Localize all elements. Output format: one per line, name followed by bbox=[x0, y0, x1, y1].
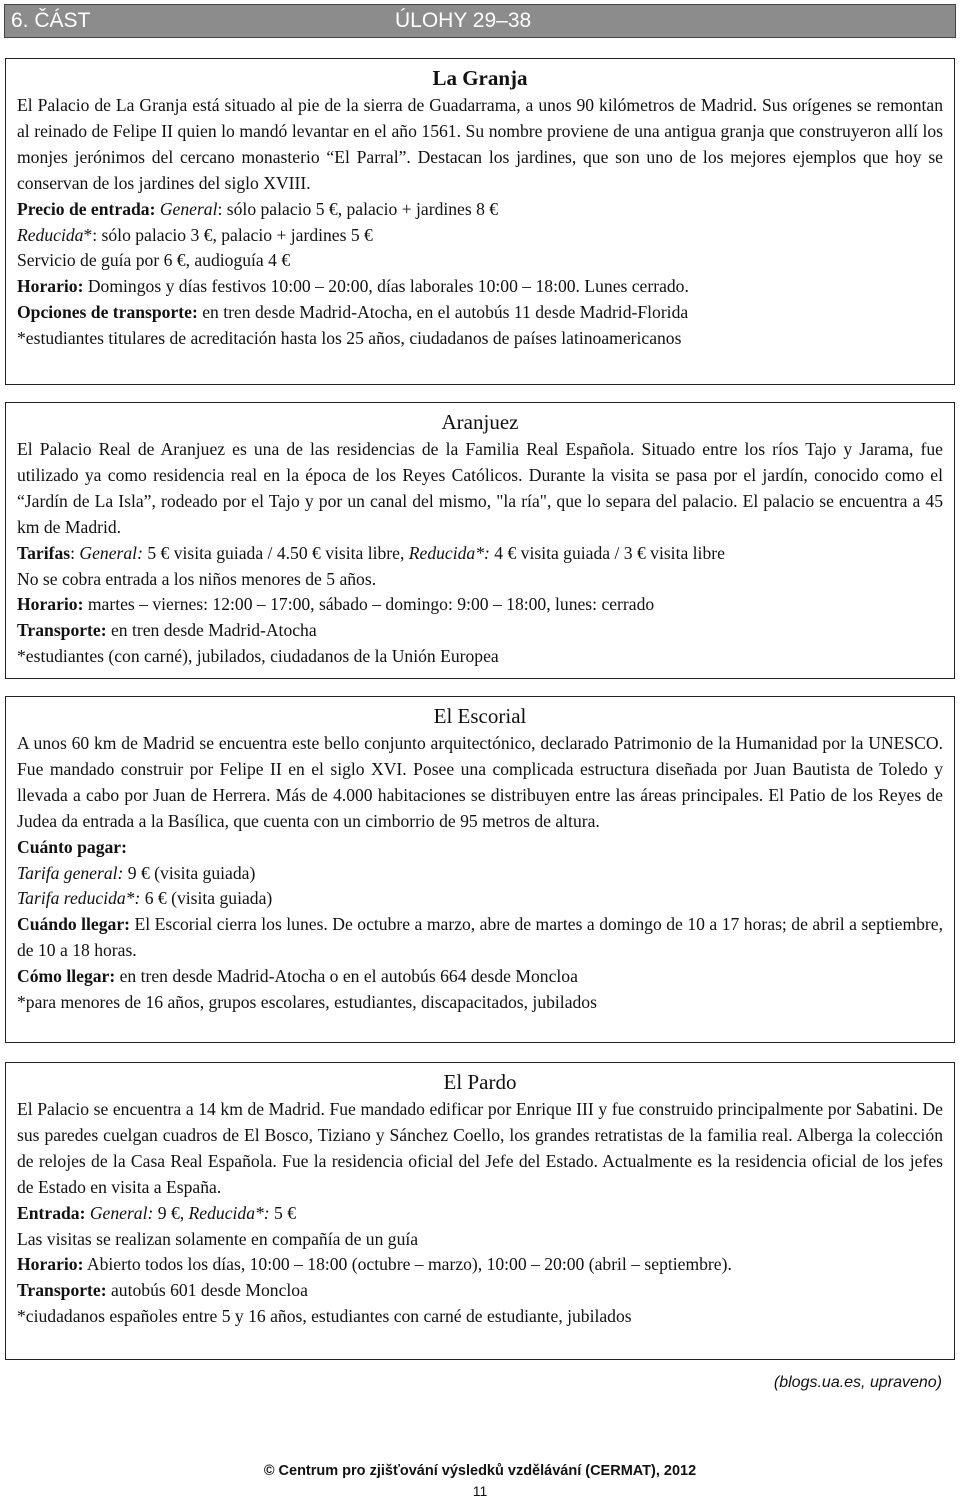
el-pardo-entry-line bbox=[17, 1201, 943, 1227]
el-escorial-title: El Escorial bbox=[433, 704, 527, 728]
aranjuez-children-line: No se cobra entrada a los niños menores de 5 años. bbox=[17, 568, 377, 589]
transport-text: en tren desde Madrid-Atocha, en el autobús 11 desde Madrid-Florida bbox=[197, 302, 689, 323]
el-pardo-transport-line bbox=[17, 1278, 943, 1304]
hours-text: martes – viernes: 12:00 – 17:00, sábado – domingo: 9:00 – 18:00, lunes: cerrado bbox=[83, 594, 655, 615]
general-label: General bbox=[159, 198, 218, 219]
entry-label: Entrada: bbox=[17, 1202, 86, 1223]
el-escorial-description: A unos 60 km de Madrid se encuentra este bello conjunto arquitectónico, declarado Patrimonio de la Humanidad por la UNESCO. Fue mandado construir por Felipe II en el siglo XVI. Posee una complicada estructura diseñada por Juan Bautista de Toledo y llevada a cabo por Juan de Herrera. Más de 4.000 habitaciones se distribuyen entre las áreas principales. El Patio de los Reyes de Judea da entrada a la Basílica, que cuenta con un cimborrio de 95 metros de altura. bbox=[17, 733, 943, 831]
el-escorial-how-line bbox=[17, 964, 943, 990]
la-granja-hours-line bbox=[17, 274, 943, 300]
hours-label: Horario: bbox=[17, 276, 84, 297]
how-label: Cómo llegar: bbox=[17, 966, 116, 987]
general-price: 9 € (visita guiada) bbox=[123, 862, 256, 883]
la-granja-title: La Granja bbox=[432, 66, 528, 90]
la-granja-price-line bbox=[17, 197, 943, 223]
section-header-bar bbox=[4, 4, 956, 38]
how-text: en tren desde Madrid-Atocha o en el autobús 664 desde Moncloa bbox=[115, 966, 578, 987]
el-pardo-note: *ciudadanos españoles entre 5 y 16 años, estudiantes con carné de estudiante, jubilados bbox=[17, 1306, 632, 1327]
el-escorial-note: *para menores de 16 años, grupos escolares, estudiantes, discapacitados, jubilados bbox=[17, 992, 597, 1013]
general-label: General: bbox=[79, 542, 143, 563]
hours-text: Domingos y días festivos 10:00 – 20:00, días laborales 10:00 – 18:00. Lunes cerrado. bbox=[83, 276, 689, 297]
la-granja-reduced-line bbox=[17, 223, 943, 249]
aranjuez-box bbox=[5, 402, 955, 679]
reduced-price: *: sólo palacio 3 €, palacio + jardines 5 € bbox=[83, 224, 373, 245]
copyright-footer: © Centrum pro zjišťování výsledků vzdělávání (CERMAT), 2012 bbox=[263, 1463, 697, 1479]
aranjuez-rates-line bbox=[17, 541, 943, 567]
aranjuez-hours-line bbox=[17, 592, 943, 618]
transport-text: autobús 601 desde Moncloa bbox=[106, 1280, 308, 1301]
general-price: 5 € visita guiada / 4.50 € visita libre, bbox=[142, 542, 409, 563]
el-pardo-box bbox=[5, 1062, 955, 1360]
la-granja-box bbox=[5, 58, 955, 385]
aranjuez-title: Aranjuez bbox=[441, 410, 519, 434]
general-label: General: bbox=[89, 1202, 154, 1223]
general-label: Tarifa general: bbox=[17, 862, 124, 883]
reduced-price: 5 € bbox=[269, 1202, 297, 1223]
when-label: Cuándo llegar: bbox=[17, 914, 130, 935]
el-pardo-guided-line: Las visitas se realizan solamente en compañía de un guía bbox=[17, 1228, 419, 1249]
aranjuez-description: El Palacio Real de Aranjuez es una de las residencias de la Familia Real Española. Situado entre los ríos Tajo y Jarama, fue utilizado ya como residencia real en la época de los Reyes Católicos. Durante la visita se pasa por el jardín, conocido como el “Jardín de La Isla”, rodeado por el Tajo y por un canal del mismo, "la ría", que lo separa del palacio. El palacio se encuentra a 45 km de Madrid. bbox=[17, 439, 943, 537]
el-pardo-hours-line bbox=[17, 1252, 943, 1278]
rates-colon: : bbox=[70, 542, 80, 563]
source-citation: (blogs.ua.es, upraveno) bbox=[773, 1374, 942, 1391]
page-number: 11 bbox=[472, 1483, 488, 1499]
tasks-label: ÚLOHY 29–38 bbox=[395, 9, 532, 32]
hours-text: Abierto todos los días, 10:00 – 18:00 (octubre – marzo), 10:00 – 20:00 (abril – septiembre). bbox=[83, 1254, 732, 1275]
reduced-price: 6 € (visita guiada) bbox=[140, 888, 273, 909]
reduced-label: Tarifa reducida*: bbox=[17, 888, 141, 909]
el-escorial-when-line bbox=[17, 912, 943, 964]
el-pardo-title: El Pardo bbox=[443, 1070, 517, 1094]
transport-label: Transporte: bbox=[17, 1280, 107, 1301]
price-label: Precio de entrada: bbox=[17, 198, 156, 219]
rates-label: Tarifas bbox=[17, 542, 71, 563]
reduced-label: Reducida bbox=[17, 224, 84, 245]
la-granja-transport-line bbox=[17, 300, 943, 326]
el-escorial-reduced-line bbox=[17, 886, 943, 912]
general-price: : sólo palacio 5 €, palacio + jardines 8 € bbox=[217, 198, 499, 219]
part-label: 6. ČÁST bbox=[11, 9, 91, 32]
reduced-label: Reducida*: bbox=[408, 542, 490, 563]
cost-label: Cuánto pagar: bbox=[17, 836, 127, 857]
el-escorial-box bbox=[5, 696, 955, 1043]
hours-label: Horario: bbox=[17, 594, 84, 615]
la-granja-guide-line: Servicio de guía por 6 €, audioguía 4 € bbox=[17, 250, 291, 271]
when-text: El Escorial cierra los lunes. De octubre a marzo, abre de martes a domingo de 10 a 17 horas; de abril a septiembre, de 10 a 18 horas. bbox=[17, 914, 943, 961]
general-price: 9 €, bbox=[153, 1202, 189, 1223]
el-escorial-general-line bbox=[17, 861, 943, 887]
transport-label: Opciones de transporte: bbox=[17, 302, 198, 323]
el-pardo-description: El Palacio se encuentra a 14 km de Madrid. Fue mandado edificar por Enrique III y fue construido principalmente por Sabatini. De sus paredes cuelgan cuadros de El Bosco, Tiziano y Sánchez Coello, los grandes retratistas de la familia real. Alberga la colección de relojes de la Casa Real Española. Fue la residencia oficial del Jefe del Estado. Actualmente es la residencia oficial de los jefes de Estado en visita a España. bbox=[17, 1099, 943, 1197]
transport-label: Transporte: bbox=[17, 620, 107, 641]
aranjuez-note: *estudiantes (con carné), jubilados, ciudadanos de la Unión Europea bbox=[17, 646, 499, 667]
reduced-price: 4 € visita guiada / 3 € visita libre bbox=[489, 542, 725, 563]
aranjuez-transport-line bbox=[17, 618, 943, 644]
hours-label: Horario: bbox=[17, 1254, 84, 1275]
reduced-label: Reducida*: bbox=[188, 1202, 270, 1223]
la-granja-note: *estudiantes titulares de acreditación hasta los 25 años, ciudadanos de países latinoamericanos bbox=[17, 328, 682, 349]
transport-text: en tren desde Madrid-Atocha bbox=[106, 620, 317, 641]
la-granja-description: El Palacio de La Granja está situado al pie de la sierra de Guadarrama, a unos 90 kilómetros de Madrid. Sus orígenes se remontan al reinado de Felipe II quien lo mandó levantar en el año 1561. Su nombre proviene de una antigua granja que construyeron allí los monjes jerónimos del cercano monasterio “El Parral”. Destacan los jardines, que son uno de los mejores ejemplos que hoy se conservan de los jardines del siglo XVIII. bbox=[17, 95, 943, 193]
